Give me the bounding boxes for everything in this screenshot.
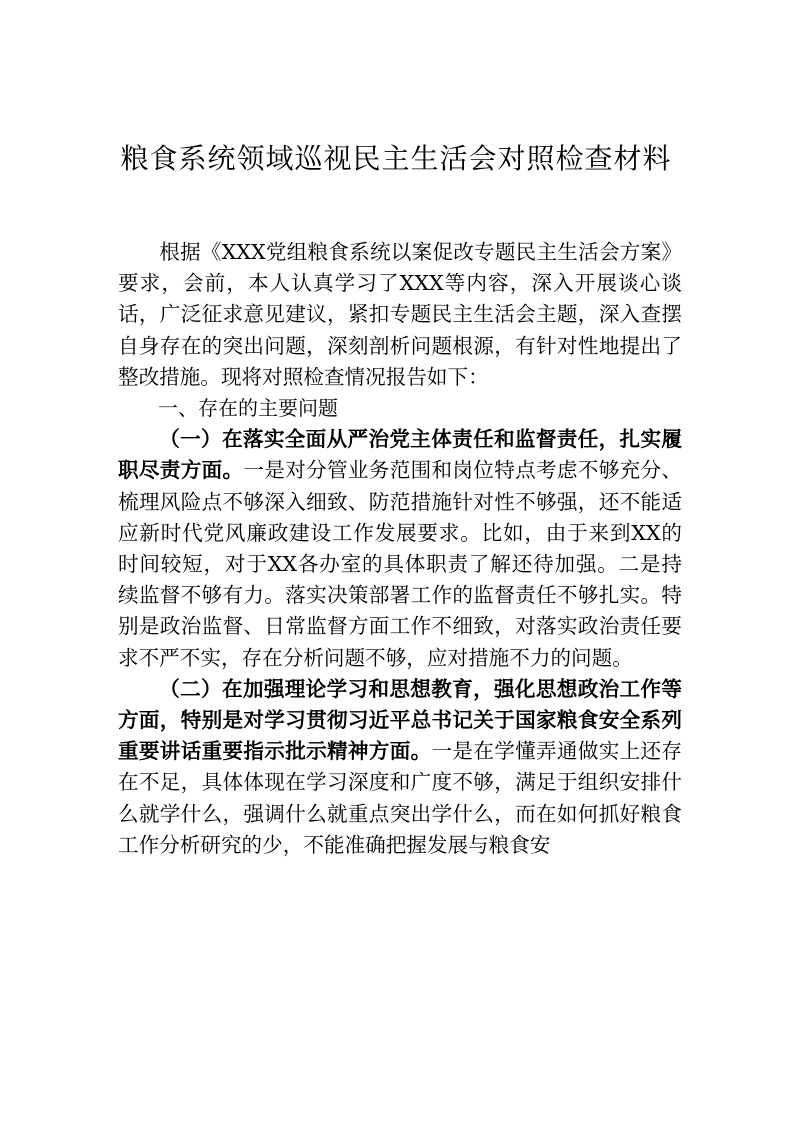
item-2-heading: （二）在加强理论学习和思想教育，强化思想政治工作等方面，特别是对学习贯彻习近平总书记关于国家粮食安全系列重要讲话重要指示批示精神方面。 [118,676,682,764]
item-1-paragraph [118,424,682,674]
intro-paragraph: 根据《XXX党组粮食系统以案促改专题民主生活会方案》要求，会前，本人认真学习了XXX等内容，深入开展谈心谈话，广泛征求意见建议，紧扣专题民主生活会主题，深入查摆自身存在的突出问题，深刻剖析问题根源，有针对性地提出了整改措施。现将对照检查情况报告如下： [118,240,682,389]
item-2-text: 一是在学懂弄通做实上还存在不足，具体体现在学习深度和广度不够，满足于组织安排什么就学什么，强调什么就重点突出学什么，而在如何抓好粮食工作分析研究的少，不能准确把握发展与粮食安 [118,739,683,857]
section-heading: 一、存在的主要问题 [158,396,338,421]
item-1-text: 一是对分管业务范围和岗位特点考虑不够充分、梳理风险点不够深入细致、防范措施针对性不够强，还不能适应新时代党风廉政建设工作发展要求。比如，由于来到XX的时间较短，对于XX各办室的具体职责了解还待加强。二是持续监督不够有力。落实决策部署工作的监督责任不够扎实。特别是政治监督、日常监督方面工作不细致，对落实政治责任要求不严不实，存在分析问题不够，应对措施不力的问题。 [118,458,683,670]
document-title: 粮食系统领域巡视民主生活会对照检查材料 [120,142,672,175]
item-2-paragraph [118,674,682,861]
document-body [118,237,682,861]
item-1-heading: （一）在落实全面从严治党主体责任和监督责任，扎实履职尽责方面。 [118,427,682,483]
